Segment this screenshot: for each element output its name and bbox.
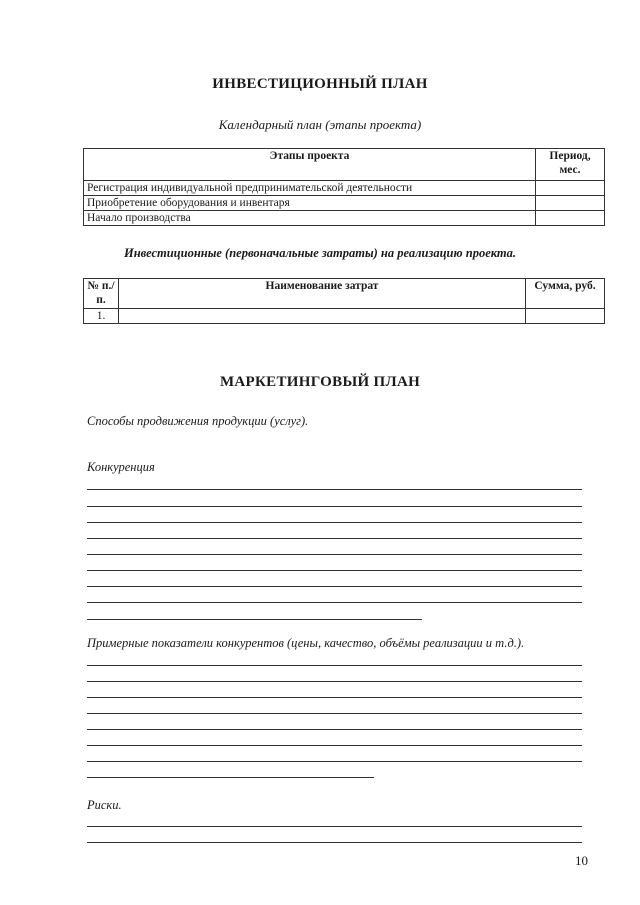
initial-costs-table [83,278,605,324]
stage-header: Этапы проекта [84,149,536,181]
competition-line [87,619,422,620]
period-header: Период, мес. [536,149,605,181]
indicators-line [87,761,582,762]
cost-name-header: Наименование затрат [119,279,526,309]
table-row [84,196,605,211]
competition-line [87,522,582,523]
indicators-line [87,697,582,698]
indicators-line [87,713,582,714]
stage-cell: Начало производства [84,211,536,226]
sum-cell [526,309,605,324]
period-cell [536,211,605,226]
promotion-label: Способы продвижения продукции (услуг). [87,414,309,428]
period-cell [536,196,605,211]
risks-line [87,826,582,827]
cost-name-cell [119,309,526,324]
costs-subtitle: Инвестиционные (первоначальные затраты) на реализацию проекта. [123,246,517,260]
indicators-line [87,665,582,666]
table-row [84,309,605,324]
calendar-plan-subtitle: Календарный план (этапы проекта) [218,117,422,132]
competition-line [87,602,582,603]
competition-line [87,506,582,507]
competition-line [87,538,582,539]
stage-cell: Приобретение оборудования и инвентаря [84,196,536,211]
num-header: № п./п. [84,279,119,309]
indicators-line [87,777,374,778]
competitor-indicators-label: Примерные показатели конкурентов (цены, качество, объёмы реализации и т.д.). [87,636,525,650]
table-row [84,181,605,196]
indicators-line [87,681,582,682]
risks-label: Риски. [87,798,122,812]
competition-line [87,489,582,490]
risks-line [87,842,582,843]
page-number: 10 [575,853,588,868]
competition-label: Конкуренция [87,460,155,474]
indicators-line [87,729,582,730]
stage-cell: Регистрация индивидуальной предпринимательской деятельности [84,181,536,196]
competition-line [87,586,582,587]
table-row [84,211,605,226]
period-cell [536,181,605,196]
investment-plan-title: ИНВЕСТИЦИОННЫЙ ПЛАН [212,76,428,92]
calendar-plan-table [83,148,605,226]
competition-line [87,554,582,555]
indicators-line [87,745,582,746]
num-cell: 1. [84,309,119,324]
marketing-plan-title: МАРКЕТИНГОВЫЙ ПЛАН [219,374,421,390]
competition-line [87,570,582,571]
sum-header: Сумма, руб. [526,279,605,309]
